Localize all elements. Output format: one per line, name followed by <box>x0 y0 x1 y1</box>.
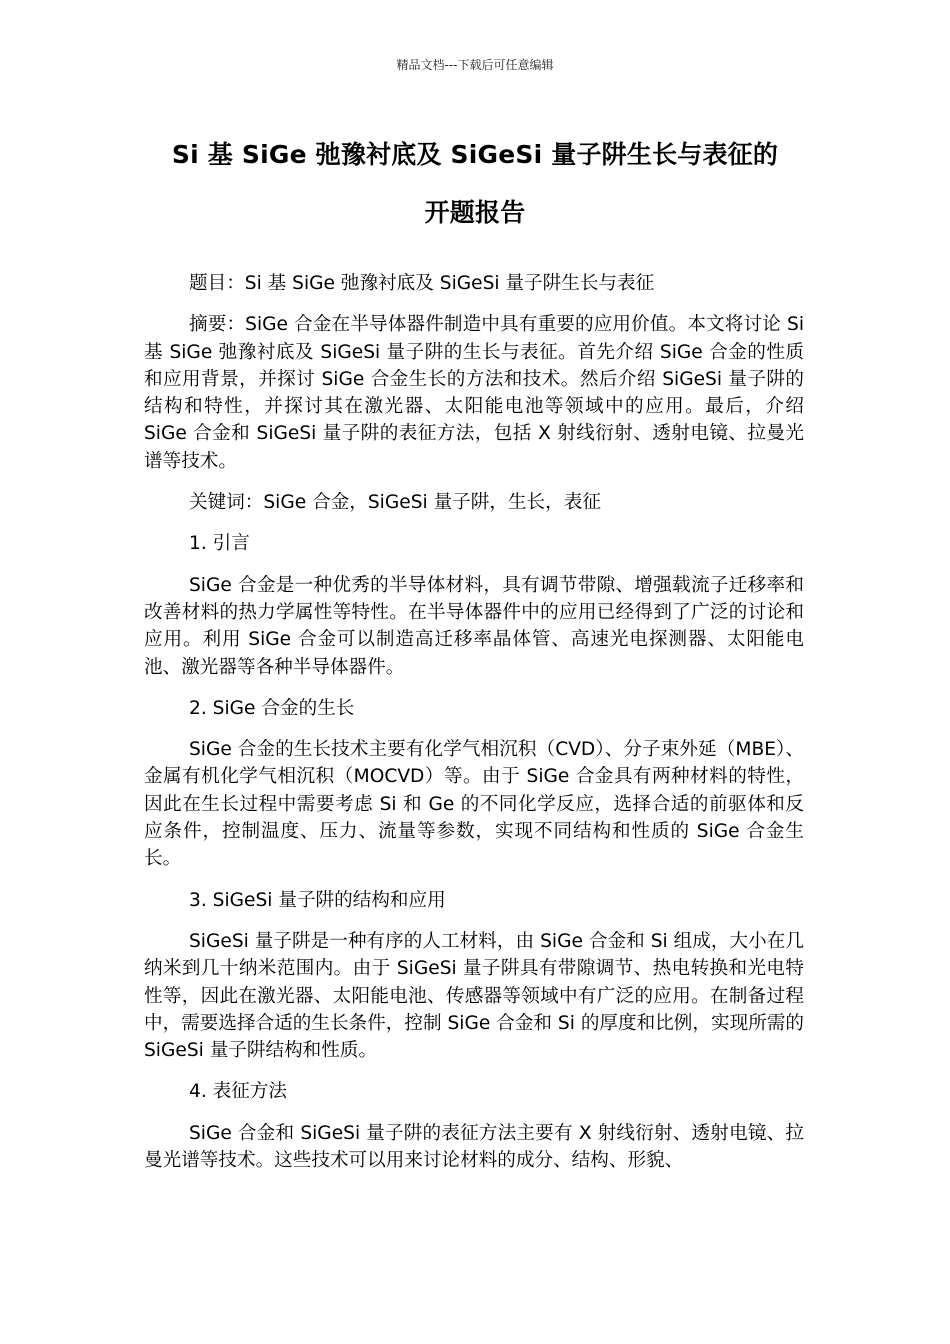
document-title-line-2: 开题报告 <box>424 198 526 227</box>
section-heading-sige-growth: 2. SiGe 合金的生长 <box>189 697 355 719</box>
section-heading-characterization: 4. 表征方法 <box>189 1081 288 1103</box>
quantum-well-paragraph: SiGeSi 量子阱是一种有序的人工材料，由 SiGe 合金和 Si 组成，大小在几纳米到几十纳米范围内。由于 SiGeSi 量子阱具有带隙调节、热电转换和光电特性等，因此在激光器、太阳能电池、传感器等领域中有广泛的应用。在制备过程中，需要选择合适的生长条件，控制 SiGe 合金和 Si 的厚度和比例，实现所需的 SiGeSi 量子阱结构和性质。 <box>144 930 804 1062</box>
section-heading-introduction: 1. 引言 <box>189 533 250 555</box>
keywords-paragraph: 关键词：SiGe 合金，SiGeSi 量子阱，生长，表征 <box>189 492 601 514</box>
document-title-line-1: Si 基 SiGe 弛豫衬底及 SiGeSi 量子阱生长与表征的 <box>171 140 779 169</box>
section-heading-quantum-well: 3. SiGeSi 量子阱的结构和应用 <box>189 889 446 911</box>
document-body <box>144 270 804 1188</box>
topic-paragraph: 题目：Si 基 SiGe 弛豫衬底及 SiGeSi 量子阱生长与表征 <box>189 273 655 294</box>
sige-growth-paragraph: SiGe 合金的生长技术主要有化学气相沉积（CVD）、分子束外延（MBE）、金属有机化学气相沉积（MOCVD）等。由于 SiGe 合金具有两种材料的特性，因此在生长过程中需要考虑 Si 和 Ge 的不同化学反应，选择合适的前驱体和反应条件，控制温度、压力、流量等参数，实现不同结构和性质的 SiGe 合金生长。 <box>144 739 804 870</box>
abstract-paragraph: 摘要：SiGe 合金在半导体器件制造中具有重要的应用价值。本文将讨论 Si 基 SiGe 弛豫衬底及 SiGeSi 量子阱的生长与表征。首先介绍 SiGe 合金的性质和应用背景，并探讨 SiGe 合金生长的方法和技术。然后介绍 SiGeSi 量子阱的结构和特性，并探讨其在激光器、太阳能电池等领域中的应用。最后，介绍 SiGe 合金和 SiGeSi 量子阱的表征方法，包括 X 射线衍射、透射电镜、拉曼光谱等技术。 <box>144 314 804 472</box>
page-header-note: 精品文档---下载后可任意编辑 <box>396 58 554 72</box>
introduction-paragraph: SiGe 合金是一种优秀的半导体材料，具有调节带隙、增强载流子迁移率和改善材料的热力学属性等特性。在半导体器件中的应用已经得到了广泛的讨论和应用。利用 SiGe 合金可以制造高迁移率晶体管、高速光电探测器、太阳能电池、激光器等各种半导体器件。 <box>144 574 804 678</box>
characterization-paragraph: SiGe 合金和 SiGeSi 量子阱的表征方法主要有 X 射线衍射、透射电镜、拉曼光谱等技术。这些技术可以用来讨论材料的成分、结构、形貌、 <box>144 1122 804 1172</box>
